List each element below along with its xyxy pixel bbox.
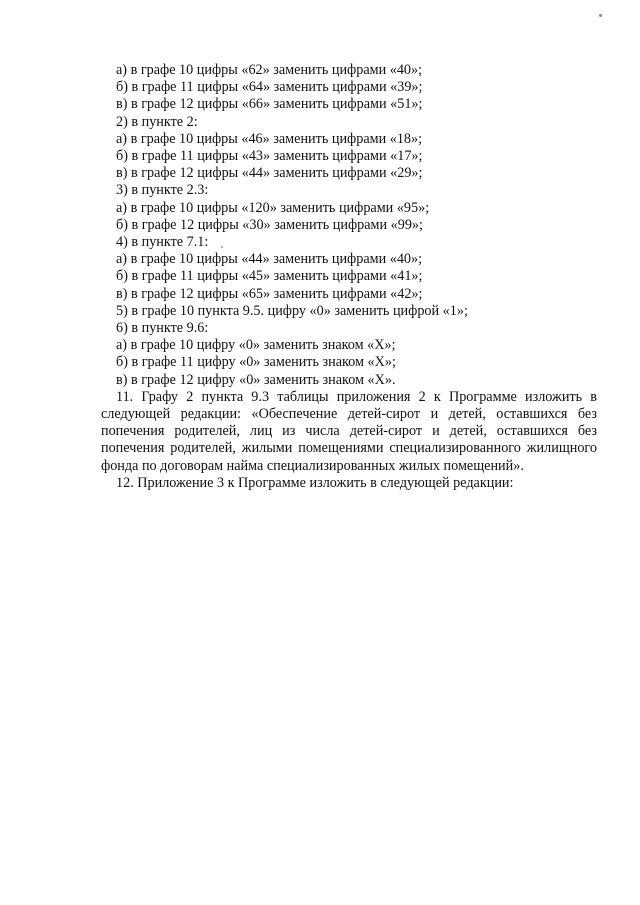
amendment-line: а) в графе 10 цифры «62» заменить цифрами «40»; [116, 62, 423, 78]
amendment-heading: 5) в графе 10 пункта 9.5. цифру «0» заменить цифрой «1»; [116, 302, 468, 319]
amendment-heading: 3) в пункте 2.3: [116, 182, 209, 199]
amendment-line: б) в графе 11 цифры «43» заменить цифрами «17»; [116, 148, 423, 165]
amendment-line: а) в графе 10 цифры «44» заменить цифрами «40»; [116, 251, 423, 268]
scan-mark [599, 14, 602, 17]
amendment-line: б) в графе 11 цифры «64» заменить цифрами «39»; [116, 79, 423, 96]
document-body [101, 62, 597, 492]
amendment-line: в) в графе 12 цифры «44» заменить цифрами «29»; [116, 165, 423, 182]
amendment-heading: 6) в пункте 9.6: [116, 320, 209, 337]
amendment-heading: 4) в пункте 7.1: [116, 234, 209, 251]
amendment-line: а) в графе 10 цифры «46» заменить цифрами «18»; [116, 130, 423, 147]
amendment-line: в) в графе 12 цифры «66» заменить цифрами «51»; [116, 96, 423, 113]
amendment-line: б) в графе 11 цифры «45» заменить цифрами «41»; [116, 268, 423, 285]
paragraph-12: 12. Приложение 3 к Программе изложить в следующей редакции: [116, 474, 514, 491]
amendment-line: б) в графе 11 цифру «0» заменить знаком «Х»; [116, 354, 396, 371]
amendment-line: а) в графе 10 цифру «0» заменить знаком «Х»; [116, 337, 396, 354]
paragraph-11: 11. Графу 2 пункта 9.3 таблицы приложения 2 к Программе изложить в следующей редакции: «Обеспечение детей-сирот и детей, оставшихся без попечения родителей, лиц из числа детей-сирот и детей, оставшихся без попечения родителей, жилыми помещениями специализированного жилищного фонда по договорам найма специализированных жилых помещений». [101, 388, 597, 474]
amendment-line: в) в графе 12 цифру «0» заменить знаком «Х». [116, 371, 396, 388]
amendment-line: в) в графе 12 цифры «65» заменить цифрами «42»; [116, 285, 423, 302]
amendment-line: а) в графе 10 цифры «120» заменить цифрами «95»; [116, 199, 430, 216]
amendment-line: б) в графе 12 цифры «30» заменить цифрами «99»; [116, 216, 423, 233]
amendment-heading: 2) в пункте 2: [116, 113, 198, 130]
